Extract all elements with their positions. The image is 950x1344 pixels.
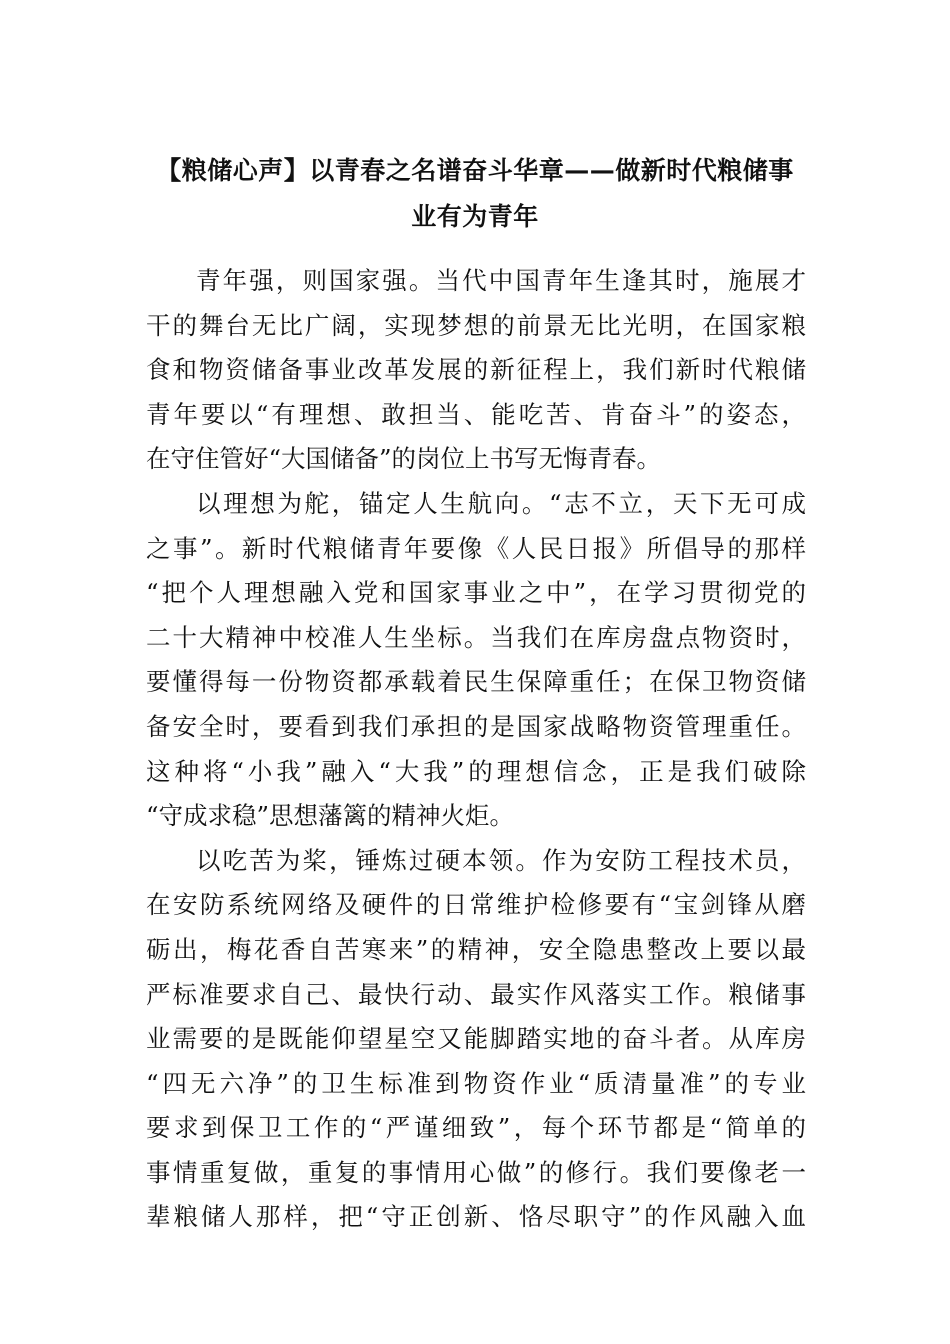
paragraph-line: 备安全时，要看到我们承担的是国家战略物资管理重任。 xyxy=(146,711,806,741)
paragraph-line: 之事”。新时代粮储青年要像《人民日报》所倡导的那样 xyxy=(146,533,806,563)
document-title xyxy=(140,148,810,240)
paragraph-line: 干的舞台无比广阔，实现梦想的前景无比光明，在国家粮 xyxy=(146,310,806,340)
paragraph-line: 二十大精神中校准人生坐标。当我们在库房盘点物资时， xyxy=(146,622,806,652)
paragraph-1 xyxy=(146,259,806,482)
document-body xyxy=(146,259,806,1240)
paragraph-line: 以理想为舵，锚定人生航向。“志不立，天下无可成 xyxy=(196,488,806,518)
paragraph-line: 青年强，则国家强。当代中国青年生逢其时，施展才 xyxy=(196,266,806,295)
paragraph-line: 辈粮储人那样，把“守正创新、恪尽职守”的作风融入血 xyxy=(146,1202,806,1232)
paragraph-line: “把个人理想融入党和国家事业之中”，在学习贯彻党的 xyxy=(146,578,806,608)
title-line-2: 业有为青年 xyxy=(411,202,539,231)
paragraph-line: 在安防系统网络及硬件的日常维护检修要有“宝剑锋从磨 xyxy=(146,890,806,920)
paragraph-line: 青年要以“有理想、敢担当、能吃苦、肯奋斗”的姿态， xyxy=(146,399,806,429)
paragraph-line: 在守住管好“大国储备”的岗位上书写无悔青春。 xyxy=(146,444,662,474)
title-line-1: 【粮储心声】以青春之名谱奋斗华章——做新时代粮储事 xyxy=(156,156,794,185)
paragraph-line: 砺出，梅花香自苦寒来”的精神，安全隐患整改上要以最 xyxy=(146,934,806,964)
paragraph-line: 事情重复做，重复的事情用心做”的修行。我们要像老一 xyxy=(146,1157,806,1187)
paragraph-line: 要求到保卫工作的“严谨细致”，每个环节都是“简单的 xyxy=(146,1113,806,1143)
paragraph-line: “四无六净”的卫生标准到物资作业“质清量准”的专业 xyxy=(146,1068,806,1098)
paragraph-2 xyxy=(146,482,806,839)
paragraph-line: 要懂得每一份物资都承载着民生保障重任；在保卫物资储 xyxy=(146,667,806,697)
paragraph-line: 食和物资储备事业改革发展的新征程上，我们新时代粮储 xyxy=(146,355,806,385)
paragraph-line: 业需要的是既能仰望星空又能脚踏实地的奋斗者。从库房 xyxy=(146,1024,806,1054)
paragraph-line: 以吃苦为桨，锤炼过硬本领。作为安防工程技术员， xyxy=(196,845,806,875)
paragraph-line: 严标准要求自己、最快行动、最实作风落实工作。粮储事 xyxy=(146,979,806,1009)
paragraph-line: “守成求稳”思想藩篱的精神火炬。 xyxy=(146,801,515,831)
paragraph-line: 这种将“小我”融入“大我”的理想信念，正是我们破除 xyxy=(146,756,806,786)
paragraph-3 xyxy=(146,839,806,1240)
